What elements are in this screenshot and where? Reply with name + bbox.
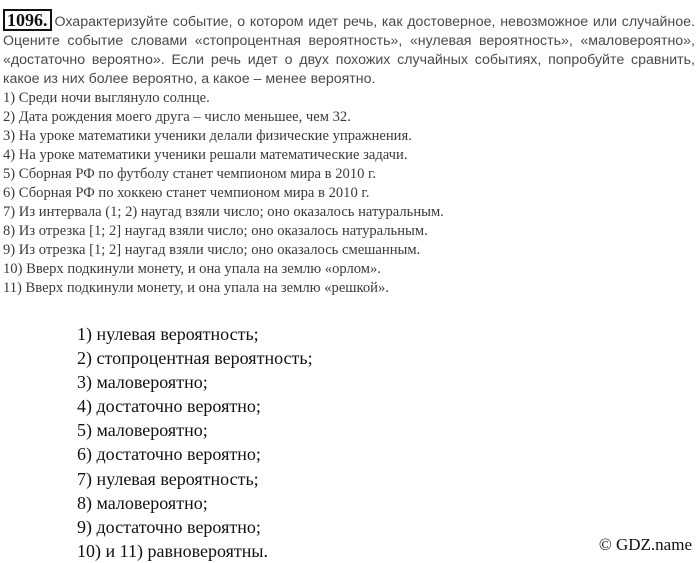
task-statement <box>3 9 695 89</box>
answer-item: 3) маловероятно; <box>77 372 208 393</box>
answer-item: 9) достаточно вероятно; <box>77 516 261 537</box>
task-items <box>3 89 695 298</box>
task-item: 10) Вверх подкинули монету, и она упала на землю «орлом». <box>3 261 381 277</box>
task-item: 2) Дата рождения моего друга – число меньшее, чем 32. <box>3 109 351 125</box>
answer-item: 1) нулевая вероятность; <box>77 324 259 344</box>
task-item: 3) На уроке математики ученики делали физические упражнения. <box>3 128 412 144</box>
watermark: © GDZ.name <box>598 535 692 554</box>
task-item: 5) Сборная РФ по футболу станет чемпионом мира в 2010 г. <box>3 166 377 182</box>
task-item: 11) Вверх подкинули монету, и она упала на землю «решкой». <box>3 280 389 296</box>
task-question: Охарактеризуйте событие, о котором идет речь, как достоверное, невозможное или случайное. Оцените событие словами «стопроцентная вероятность», «нулевая вероятность», «маловероятно», «достаточно вероятно». Если речь идет о двух похожих случайных событиях, попробуйте сравнить, какое из них более вероятно, а какое – менее вероятно. <box>3 14 695 87</box>
answer-item: 2) стопроцентная вероятность; <box>77 348 313 369</box>
answer-item: 5) маловероятно; <box>77 420 208 441</box>
answer-item: 6) достаточно вероятно; <box>77 444 261 465</box>
answer-item: 7) нулевая вероятность; <box>77 468 259 489</box>
task-item: 9) Из отрезка [1; 2] наугад взяли число; оно оказалось смешанным. <box>3 242 421 258</box>
task-item: 8) Из отрезка [1; 2] наугад взяли число; оно оказалось натуральным. <box>3 223 428 239</box>
task-number: 1096. <box>3 9 52 31</box>
task-item: 1) Среди ночи выглянуло солнце. <box>3 90 210 106</box>
answer-item: 10) и 11) равновероятны. <box>77 540 268 561</box>
task-item: 7) Из интервала (1; 2) наугад взяли число; оно оказалось натуральным. <box>3 204 444 220</box>
answer-item: 8) маловероятно; <box>77 492 208 513</box>
task-block <box>3 9 695 298</box>
answer-item: 4) достаточно вероятно; <box>77 396 261 417</box>
answer-list <box>77 322 313 563</box>
task-item: 6) Сборная РФ по хоккею станет чемпионом мира в 2010 г. <box>3 185 370 201</box>
task-item: 4) На уроке математики ученики решали математические задачи. <box>3 147 408 163</box>
